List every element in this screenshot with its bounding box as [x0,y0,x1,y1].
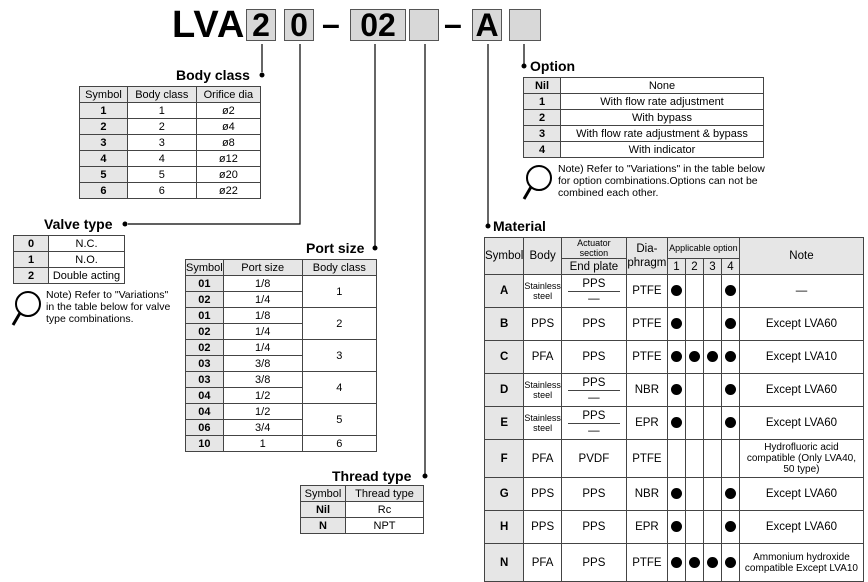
dash-2: – [444,6,462,42]
applicable-dot [725,557,736,568]
applicable-dot [671,384,682,395]
material-row: A Stainless steel PPS — PTFE — [485,275,864,308]
body-class-title: Body class [176,67,250,83]
body-class-table: Symbol Body class Orifice dia 1 1 ø2 2 2 ø4 3 3 ø8 4 4 ø12 5 5 ø20 6 6 ø22 [79,86,261,199]
applicable-dot [707,351,718,362]
applicable-dot [689,351,700,362]
material-row: B PPS PPS PTFE Except LVA60 [485,308,864,341]
code-box-4 [409,9,439,41]
applicable-dot [671,318,682,329]
applicable-dot [671,285,682,296]
applicable-dot [725,384,736,395]
code-box-2: 0 [284,9,314,41]
applicable-dot [725,521,736,532]
applicable-dot [725,285,736,296]
applicable-dot [689,557,700,568]
code-box-1: 2 [246,9,276,41]
port-size-table: Symbol Port size Body class 01 1/8 1 02 1/4 01 1/8 2 02 1/4 02 1/4 3 03 3/8 03 3/8 4 04 1/2 04 1/2 5 06 3/4 10 1 6 [185,259,377,452]
model-prefix: LVA [172,4,246,46]
material-row: F PFA PVDF PTFE Hydrofluoric acid compatible (Only LVA40, 50 type) [485,440,864,478]
code-box-6 [509,9,541,41]
applicable-dot [725,488,736,499]
applicable-dot [671,351,682,362]
material-row: G PPS PPS NBR Except LVA60 [485,478,864,511]
material-title: Material [493,218,546,234]
applicable-dot [725,417,736,428]
applicable-dot [725,351,736,362]
magnifier-icon [521,163,555,203]
applicable-dot [725,318,736,329]
material-row: C PFA PPS PTFE Except LVA10 [485,341,864,374]
code-box-3: 02 [350,9,406,41]
valve-type-title: Valve type [44,216,113,232]
valve-type-note: Note) Refer to "Variations" in the table below for valve type combinations. [46,289,171,325]
applicable-dot [707,557,718,568]
material-row: D Stainless steel PPS — NBR Except LVA60 [485,374,864,407]
applicable-dot [671,557,682,568]
material-table: Symbol Body Actuator section Dia- phragm Applicable option Note End plate 1 2 3 4 A Stainless steel PPS — PTFE — B PPS PPS PTFE Except LVA60 C PFA PPS PTFE Except LVA10 D Stainless steel PPS — NBR Except LVA60 E Stainless steel PPS — EPR Except LVA60 F PFA PVDF PTFE Hydrofluoric acid compatible (Only LVA40, 50 type) G PPS PPS NBR Except LVA60 H PPS PPS EPR Except LVA60 N PFA PPS PTFE Ammonium hydroxide compatible Except LVA10 [484,237,864,582]
valve-type-table: 0 N.C. 1 N.O. 2 Double acting [13,235,125,284]
port-size-title: Port size [306,240,365,256]
option-note: Note) Refer to "Variations" in the table below for option combinations.Options can not be combined each other. [558,163,765,199]
option-title: Option [530,58,576,74]
material-row: H PPS PPS EPR Except LVA60 [485,511,864,544]
magnifier-icon [10,289,44,329]
applicable-dot [671,521,682,532]
applicable-dot [671,488,682,499]
dash-1: – [322,6,340,42]
thread-type-table: Symbol Thread type Nil Rc N NPT [300,485,424,534]
option-table: Nil None 1 With flow rate adjustment 2 With bypass 3 With flow rate adjustment & bypass 4 With indicator [523,77,764,158]
thread-type-title: Thread type [332,468,412,484]
applicable-dot [671,417,682,428]
material-row: E Stainless steel PPS — EPR Except LVA60 [485,407,864,440]
code-box-5: A [472,9,502,41]
material-row: N PFA PPS PTFE Ammonium hydroxide compatible Except LVA10 [485,544,864,582]
